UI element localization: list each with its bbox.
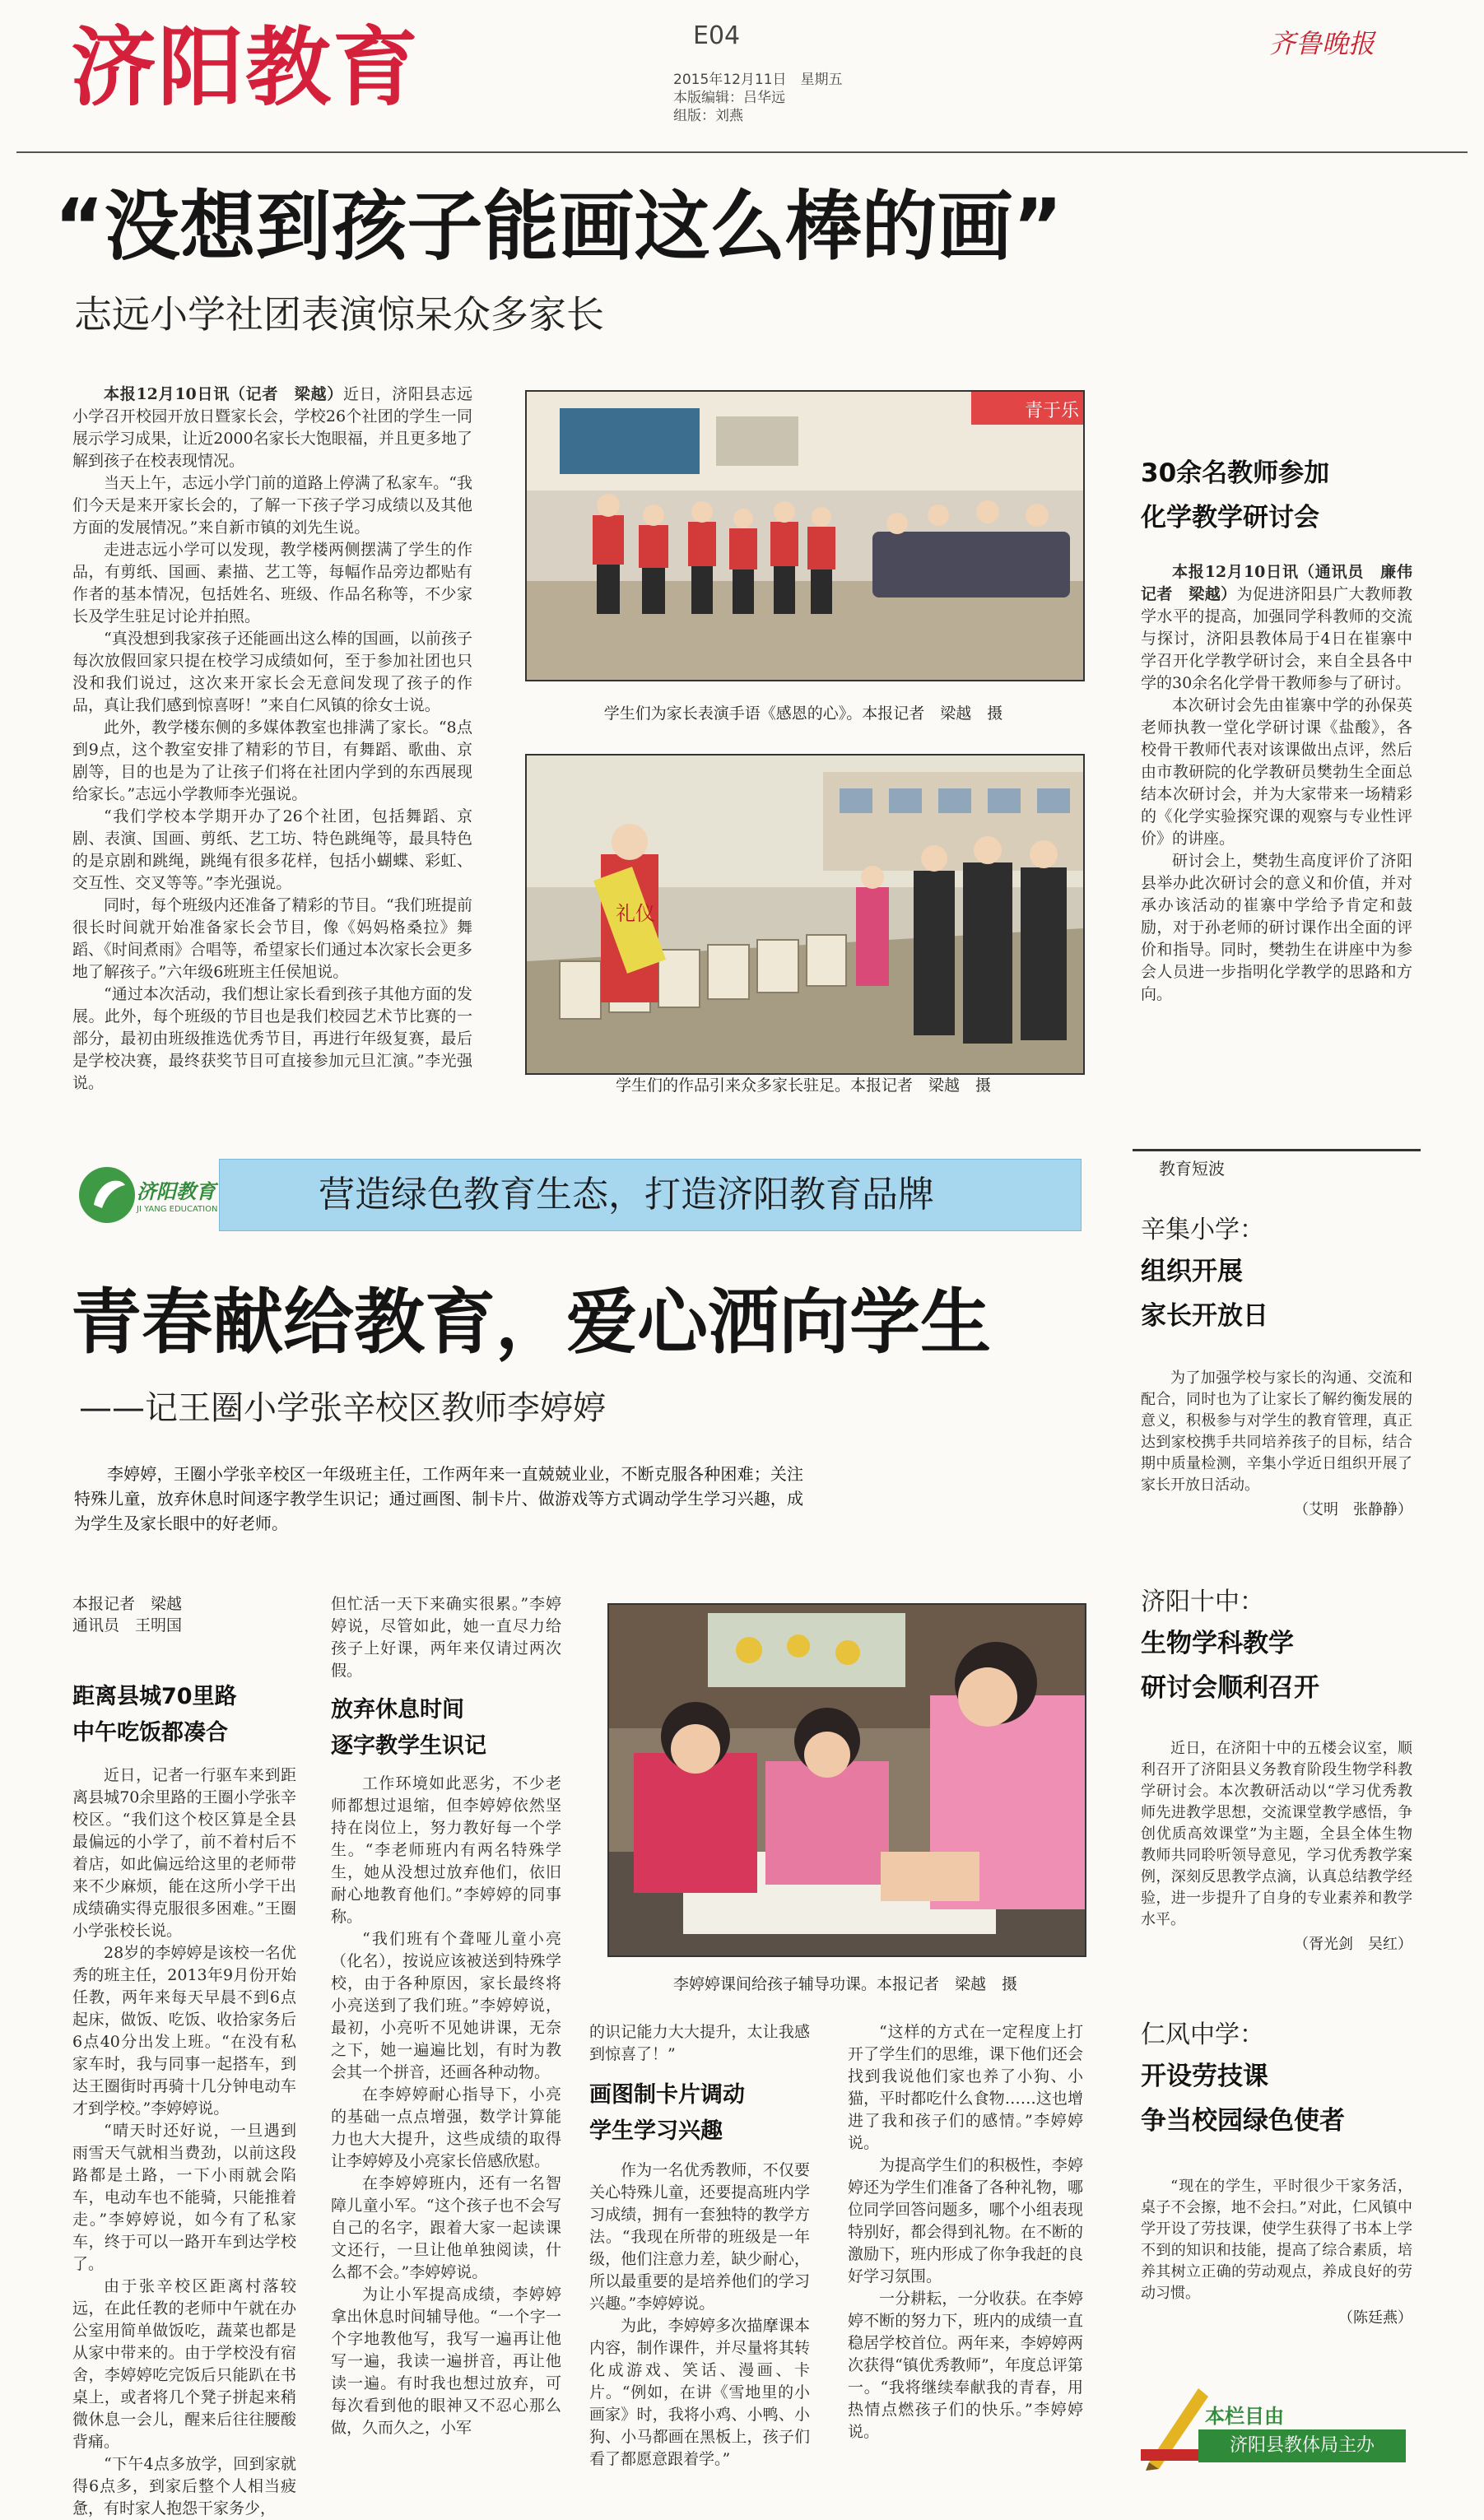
story2-byline: 本报记者 梁越 通讯员 王明国 — [72, 1595, 183, 1634]
side-story-paragraph: 研讨会上，樊勃生高度评价了济阳县举办此次研讨会的意义和价值，并对承办该活动的崔寨中学给予肯定和鼓励，对于孙老师的研讨课作出全面的评价和指导。同时，樊勃生在讲座中为参会人员进一步指明化学教学的思路和方向。 — [1141, 852, 1412, 1003]
brief-title: 生物学科教学 研讨会顺利召开 — [1141, 1629, 1319, 1703]
story2-subhead-3: 画图制卡片调动 学生学习兴趣 — [589, 2082, 745, 2144]
brief-item — [1141, 2016, 1412, 2327]
schoolyard-scene-illustration — [527, 756, 1083, 1073]
issue-date: 2015年12月11日 星期五 — [673, 72, 843, 88]
photo-sign-language-performance — [525, 390, 1085, 681]
story2-paragraph: 为让小军提高成绩，李婷婷拿出休息时间辅导他。“一个字一个字地教他写，我写一遍再让他写一遍，我读一遍拼音，再让他读一遍。有时我也想过放弃，可每次看到他的眼神又不忍心那么做，久而久之，小军 — [331, 2285, 561, 2437]
main-story-paragraph: “真没想到我家孩子还能画出这么棒的国画，以前孩子每次放假回家只提在校学习成绩如何，至于参加社团也只没和我们说过，这次来开家长会无意间发现了孩子的作品，真让我们感到惊喜呀！”来自仁风镇的徐女士说。 — [72, 630, 472, 714]
story2-paragraph: 由于张辛校区距离村落较远，在此任教的老师中午就在办公室用简单做饭吃，蔬菜也都是从家中带来的。由于学校没有宿舍，李婷婷吃完饭后只能趴在书桌上，或者将几个凳子拼起来稍微休息一会儿，醒来后往往腰酸背痛。 — [72, 2277, 296, 2451]
page-editor: 本版编辑：吕华远 — [673, 90, 785, 106]
photo-artwork-display — [525, 754, 1085, 1075]
story2-paragraph: 但忙活一天下来确实很累。”李婷婷说，尽管如此，她一直尽力给孩子上好课，两年来仅请过两次假。 — [331, 1595, 561, 1680]
story2-subhead-2: 放弃休息时间 逐字教学生识记 — [331, 1697, 486, 1759]
logo-text: 济阳教育 — [137, 1180, 216, 1203]
brief-text: 近日，在济阳十中的五楼会议室，顺利召开了济阳县义务教育阶段生物学科教学研讨会。本次教研活动以“学习优秀教师先进教学思想，交流课堂教学感悟，争创优质高效课堂”为主题，全县全体生物教师共同聆听领导意见，学习优秀教学案例，深刻反思教学点滴，认真总结教学经验，进一步提升了自身的专业素养和教学水平。 — [1141, 1740, 1412, 1928]
story2-paragraph: 工作环境如此恶劣，不少老师都想过退缩，但李婷婷依然坚持在岗位上，努力教好每一个学生。“李老师班内有两名特殊学生，她从没想过放弃他们，依旧耐心地教育他们。”李婷婷的同事称。 — [331, 1774, 561, 1926]
brief-text: 为了加强学校与家长的沟通、交流和配合，同时也为了让家长了解约衡发展的意义，积极参与对学生的教育管理，真正达到家校携手共同培养孩子的目标，结合期中质量检测，辛集小学近日组织开展了家长开放日活动。 — [1141, 1369, 1412, 1494]
story2-paragraph: 28岁的李婷婷是该校一名优秀的班主任，2013年9月份开始任教，两年来每天早晨不到6点起床，做饭、吃饭、收拾家务后6点40分出发上班。“在没有私家车时，我与同事一起搭车，到达王圈街时再骑十几分钟电动车才到学校。”李婷婷说。 — [72, 1944, 296, 2118]
vest-text: 礼仪 — [616, 902, 655, 925]
story2-column-1 — [72, 1764, 296, 2520]
story2-column-4 — [848, 2021, 1083, 2443]
slogan-text: 营造绿色教育生态，打造济阳教育品牌 — [319, 1174, 934, 1216]
brief-school: 济阳十中： — [1141, 1588, 1264, 1616]
main-story-paragraph: 同时，每个班级内还准备了精彩的节目。“我们班提前很长时间就开始准备家长会节目，像《妈妈格桑拉》舞蹈、《时间煮雨》合唱等，希望家长们通过本次家长会更多地了解孩子。”六年级6班班主任侯旭说。 — [72, 896, 472, 981]
story2-paragraph: 在李婷婷耐心指导下，小亮的基础一点点增强，数学计算能力也大大提升，这些成绩的取得让李婷婷及小亮家长倍感欣慰。 — [331, 2085, 561, 2170]
story2-paragraph: “我们班有个聋哑儿童小亮（化名），按说应该被送到特殊学校，由于各种原因，家长最终将小亮送到了我们班。”李婷婷说，最初，小亮听不见她讲课，无奈之下，她一遍遍比划，有时为教会其一个拼音，还画各种动物。 — [331, 1930, 561, 2081]
main-story-paragraph: 当天上午，志远小学门前的道路上停满了私家车。“我们今天是来开家长会的，了解一下孩子学习成绩以及其他方面的发展情况。”来自新市镇的刘先生说。 — [72, 474, 472, 537]
banner-text: 青于乐 — [1025, 401, 1080, 421]
section-title: 济阳教育 — [71, 17, 421, 118]
main-story-paragraph: 此外，教学楼东侧的多媒体教室也排满了家长。“8点到9点，这个教室安排了精彩的节目，有舞蹈、歌曲、京剧等，目的也是为了让孩子们将在社团内学到的东西展现给家长。”志远小学教师李光强说。 — [72, 718, 472, 803]
main-story-paragraph: “通过本次活动，我们想让家长看到孩子其他方面的发展。此外，每个班级的节目也是我们校园艺术节比赛的一部分，最初由班级推选优秀节目，再进行年级复赛，最后是学校决赛，最终获奖节目可直接参加元旦汇演。”李光强说。 — [72, 985, 472, 1092]
story2-paragraph: “这样的方式在一定程度上打开了学生们的思维，课下他们还会找到我说他们家也养了小狗、小猫，平时都吃什么食物……这也增进了我和孩子们的感情。”李婷婷说。 — [848, 2023, 1083, 2152]
story2-column-3 — [589, 2021, 810, 2471]
header-divider — [16, 151, 1468, 153]
paper-logo: 齐鲁晚报 — [1269, 28, 1375, 59]
brief-text: “现在的学生，平时很少干家务活，桌子不会擦，地不会扫。”对此，仁风镇中学开设了劳技课，使学生获得了书本上学不到的知识和技能，提高了综合素质，培养其树立正确的劳动观点，养成良好的劳动习惯。 — [1141, 2178, 1412, 2302]
brief-title: 组织开展 家长开放日 — [1141, 1257, 1268, 1331]
slogan-banner — [219, 1159, 1082, 1231]
side-story-title: 30余名教师参加 化学教学研讨会 — [1141, 458, 1330, 532]
sponsor-line1: 本栏目由 — [1205, 2405, 1284, 2428]
story2-paragraph: 一分耕耘，一分收获。在李婷婷不断的努力下，班内的成绩一直稳居学校首位。两年来，李婷婷两次获得“镇优秀教师”，年度总评第一。“我将继续奉献我的青春，用热情点燃孩子们的快乐。”李婷婷说。 — [848, 2290, 1083, 2441]
brief-item — [1141, 1583, 1412, 1954]
sponsor-line2: 济阳县教体局主办 — [1198, 2429, 1406, 2462]
classroom-scene-illustration — [527, 392, 1083, 680]
story2-paragraph: 为提高学生们的积极性，李婷婷还为学生们准备了各种礼物，哪位同学回答问题多，哪个小组表现特别好，都会得到礼物。在不断的激励下，班内形成了你争我赶的良好学习氛围。 — [848, 2156, 1083, 2285]
main-headline: “没想到孩子能画这么棒的画” — [54, 183, 1063, 271]
tutoring-scene-illustration — [609, 1605, 1085, 1955]
main-subheadline: 志远小学社团表演惊呆众多家长 — [74, 292, 604, 337]
side-story-paragraph: 本报12月10日讯（通讯员 廉伟 记者 梁越）为促进济阳县广大教师教学水平的提高，加强同学科教师的交流与探讨，济阳县教体局于4日在崔寨中学召开化学教学研讨会，来自全县各中学的30余名化学骨干教师参与了研讨。 — [1141, 563, 1429, 692]
story2-paragraph: 为此，李婷婷多次描摩课本内容，制作课件，并尽量将其转化成游戏、笑话、漫画、卡片。“例如，在讲《雪地里的小画家》时，我将小鸡、小鸭、小狗、小马都画在黑板上，孩子们看了都愿意跟着学。” — [589, 2317, 810, 2468]
story2-column-2 — [331, 1593, 561, 2439]
briefs-label: 教育短波 — [1159, 1159, 1225, 1179]
photo3-caption: 李婷婷课间给孩子辅导功课。本报记者 梁越 摄 — [672, 1975, 1017, 1993]
story2-lead — [74, 1462, 803, 1536]
story2-subhead-1: 距离县城70里路 中午吃饭都凑合 — [72, 1684, 237, 1746]
story2-paragraph: “下午4点多放学，回到家就得6点多，到家后整个人相当疲惫，有时家人抱怨干家务少， — [72, 2455, 296, 2518]
story2-paragraph: 近日，记者一行驱车来到距离县城70余里路的王圈小学张辛校区。“我们这个校区算是全县最偏远的小学了，前不着村后不着店，如此偏远给这里的老师带来不少麻烦，能在这所小学干出成绩确实得克服很多困难。”王圈小学张校长说。 — [72, 1766, 296, 1940]
story2-paragraph: “晴天时还好说，一旦遇到雨雪天气就相当费劲，以前这段路都是土路，一下小雨就会陷车，电动车也不能骑，只能推着走。”李婷婷说，如今有了私家车，终于可以一路开车到达学校了。 — [72, 2122, 296, 2273]
side-story-paragraph: 本次研讨会先由崔寨中学的孙保英老师执教一堂化学研讨课《盐酸》，各校骨干教师代表对该课做出点评，然后由市教研院的化学教研员樊勃生全面总结本次研讨会，并为大家带来一场精彩的《化学实验探究课的观察与专业性评价》的讲座。 — [1141, 696, 1412, 848]
main-story-body — [72, 384, 472, 1095]
photo1-caption: 学生们为家长表演手语《感恩的心》。本报记者 梁越 摄 — [603, 704, 1003, 723]
photo2-caption: 学生们的作品引来众多家长驻足。本报记者 梁越 摄 — [615, 1076, 991, 1095]
brief-school: 仁风中学： — [1141, 2020, 1264, 2049]
story2-paragraph: 作为一名优秀教师，不仅要关心特殊儿童，还要提高班内学习成绩，拥有一套独特的教学方法。“我现在所带的班级是一年级，他们注意力差，缺少耐心，所以最重要的是培养他们的学习兴趣。”李婷婷说。 — [589, 2161, 810, 2313]
brief-title: 开设劳技课 争当校园绿色使者 — [1141, 2062, 1345, 2136]
brief-item — [1141, 1211, 1412, 1519]
story2-lead-text: 李婷婷，王圈小学张辛校区一年级班主任，工作两年来一直兢兢业业，不断克服各种困难；关注特殊儿童，放弃休息时间逐字教学生识记；通过画图、制卡片、做游戏等方式调动学生学习兴趣，成为学生及家长眼中的好老师。 — [74, 1464, 803, 1533]
story2-subheadline: ——记王圈小学张辛校区教师李婷婷 — [79, 1389, 606, 1427]
brief-school: 辛集小学： — [1141, 1216, 1264, 1244]
page-code: E04 — [693, 21, 741, 50]
brief-author: （艾明 张静静） — [1294, 1501, 1412, 1518]
main-story-paragraph: 走进志远小学可以发现，教学楼两侧摆满了学生的作品，有剪纸、国画、素描、艺工等，每幅作品旁边都贴有作者的基本情况，包括姓名、班级、作品名称等，不少家长及学生驻足讨论并拍照。 — [72, 541, 472, 625]
story2-headline: 青春献给教育，爱心洒向学生 — [71, 1281, 991, 1364]
brief-author: （胥光剑 吴红） — [1294, 1936, 1412, 1953]
logo-subtext: JI YANG EDUCATION — [137, 1205, 218, 1214]
side-story-body — [1141, 561, 1429, 1006]
story2-paragraph: 在李婷婷班内，还有一名智障儿童小军。“这个孩子也不会写自己的名字，跟着大家一起读课文还行，一旦让他单独阅读，什么都不会。”李婷婷说。 — [331, 2174, 561, 2281]
page-layout: 组版：刘燕 — [673, 108, 743, 124]
brief-author: （陈廷燕） — [1338, 2309, 1412, 2327]
photo-teacher-tutoring — [607, 1603, 1086, 1957]
main-story-paragraph: “我们学校本学期开办了26个社团，包括舞蹈、京剧、表演、国画、剪纸、艺工坊、特色跳绳等，最具特色的是京剧和跳绳，跳绳有很多花样，包括小蝴蝶、彩虹、交互性、交叉等等。”李光强说。 — [72, 807, 472, 892]
main-story-paragraph: 本报12月10日讯（记者 梁越）近日，济阳县志远小学召开校园开放日暨家长会，学校26个社团的学生一同展示学习成果，让近2000名家长大饱眼福，并且更多地了解到孩子在校表现情况。 — [72, 385, 472, 470]
briefs-top-rule — [1133, 1149, 1421, 1151]
story2-paragraph: 的识记能力大大提升，太让我感到惊喜了！” — [589, 2023, 810, 2063]
sponsor-badge — [1141, 2380, 1412, 2479]
